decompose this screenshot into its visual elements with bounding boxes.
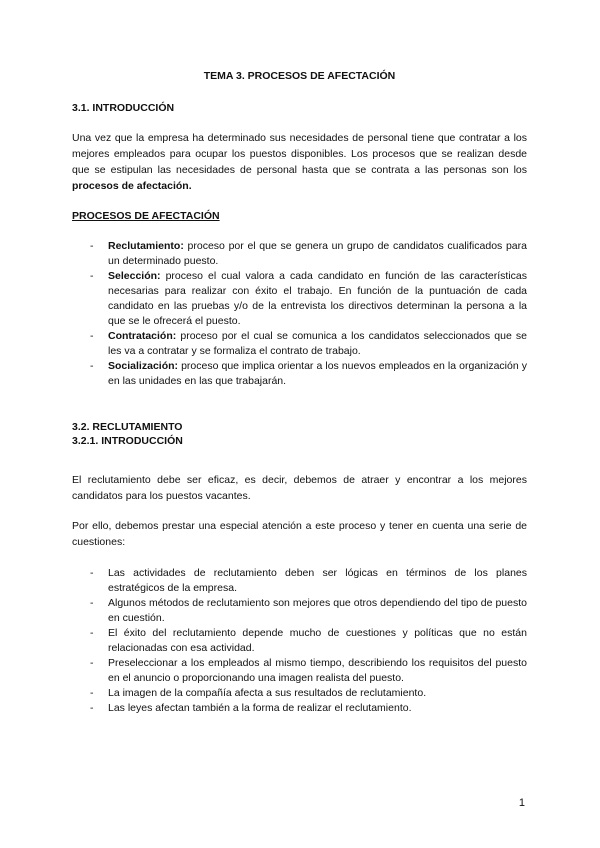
list-item-text: proceso por el cual se comunica a los candidatos seleccionados que se les va a contratar y se formaliza el contrato de trabajo. [108, 330, 527, 357]
procesos-heading: PROCESOS DE AFECTACIÓN [72, 210, 220, 222]
list-item-text: proceso que implica orientar a los nuevos empleados en la organización y en las unidades en las que trabajarán. [108, 360, 527, 387]
list-item [72, 329, 527, 359]
procesos-list [72, 239, 527, 389]
list-item: - Preseleccionar a los empleados al mismo tiempo, describiendo los requisitos del puesto en el anuncio o proporcionando una imagen realista del puesto. [72, 656, 527, 686]
list-item-term: Socialización: [108, 360, 179, 372]
list-item [72, 359, 527, 389]
section-heading-3-2: 3.2. RECLUTAMIENTO [72, 421, 183, 433]
section-heading-3-2-1: 3.2.1. INTRODUCCIÓN [72, 435, 183, 447]
cuestiones-list [72, 566, 527, 716]
document-title: TEMA 3. PROCESOS DE AFECTACIÓN [203, 70, 396, 82]
list-item-text: proceso el cual valora a cada candidato en función de las características necesarias para realizar con éxito el trabajo. En función de la puntuación de cada candidato en las pruebas y/o de la entrevista los directivos determinan la persona a la que se le ofrecerá el puesto. [108, 270, 527, 327]
list-item [72, 239, 527, 269]
list-item: - El éxito del reclutamiento depende mucho de cuestiones y políticas que no están relacionadas con esa actividad. [72, 626, 527, 656]
intro-paragraph [72, 130, 527, 194]
page-number: 1 [518, 797, 525, 809]
intro-paragraph-text: Una vez que la empresa ha determinado sus necesidades de personal tiene que contratar a los mejores empleados para ocupar los puestos disponibles. Los procesos que se realizan desde que se estipulan las necesidades de personal hasta que se contrata a las personas son los [72, 132, 527, 176]
document-page [72, 68, 527, 716]
list-item [72, 269, 527, 329]
reclutamiento-paragraph-2: Por ello, debemos prestar una especial atención a este proceso y tener en cuenta una serie de cuestiones: [72, 520, 527, 548]
list-item: - Las actividades de reclutamiento deben ser lógicas en términos de los planes estratégicos de la empresa. [72, 566, 527, 596]
list-item: - La imagen de la compañía afecta a sus resultados de reclutamiento. [72, 686, 527, 701]
reclutamiento-paragraph-1: El reclutamiento debe ser eficaz, es decir, debemos de atraer y encontrar a los mejores candidatos para los puestos vacantes. [72, 474, 527, 502]
section-heading-3-1: 3.1. INTRODUCCIÓN [72, 102, 175, 114]
list-item: - Las leyes afectan también a la forma de realizar el reclutamiento. [72, 701, 527, 716]
intro-paragraph-bold: procesos de afectación. [72, 180, 192, 192]
list-item-term: Contratación: [108, 330, 177, 342]
list-item-term: Selección: [108, 270, 161, 282]
list-item-text: proceso por el que se genera un grupo de candidatos cualificados para un determinado puesto. [108, 240, 527, 267]
list-item-term: Reclutamiento: [108, 240, 184, 252]
list-item: - Algunos métodos de reclutamiento son mejores que otros dependiendo del tipo de puesto en cuestión. [72, 596, 527, 626]
